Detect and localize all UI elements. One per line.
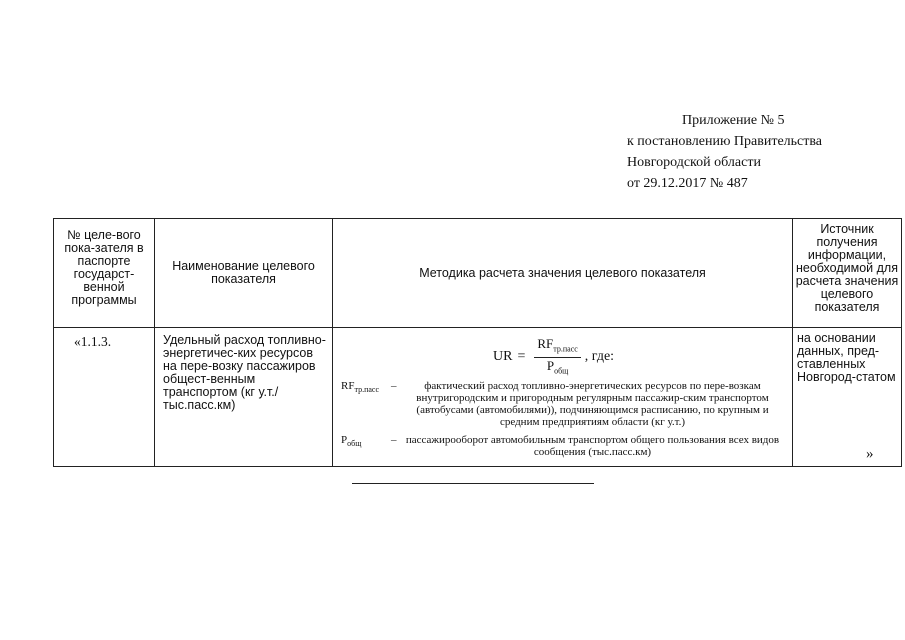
indicator-method (333, 328, 793, 467)
header-name: Наименование целевого показателя (155, 219, 333, 328)
definition-symbol: $RF_{тр.пасс}$ (341, 380, 379, 395)
appendix-header (627, 110, 887, 194)
formula-fraction (534, 336, 580, 378)
indicator-number: «1.1.3. (54, 328, 155, 467)
table-header-row (54, 219, 902, 328)
header-number: № целе-вого пока-зателя в паспорте государст-венной программы (54, 219, 155, 328)
formula-denominator: $P_{общ}$ (546, 357, 569, 376)
indicator-name: Удельный расход топливно-энергетичес-ких ресурсов на пере-возку пассажиров общест-венным транспортом (кг у.т./тыс.пасс.км) (155, 328, 333, 467)
definition-item: $RF_{тр.пасс}$ – фактический расход топливно-энергетических ресурсов по пере-возкам внутригородским и пригородным регулярным пассажир-ским транспортом (автобусами (автомобилями)), подчиняющимся расписанию, по крупным и средним предприятиям области (кг у.т.) (341, 380, 781, 428)
definition-symbol: $P_{общ}$ (341, 434, 362, 449)
definition-item: $P_{общ}$ – пассажирооборот автомобильным транспортом общего пользования всех видов сообщения (тыс.пасс.км) (341, 434, 780, 458)
formula-definitions (341, 380, 781, 464)
formula-suffix: , где: (584, 349, 615, 365)
formula (493, 336, 614, 378)
header-method: Методика расчета значения целевого показателя (333, 219, 793, 328)
appendix-region: Новгородской области (627, 155, 761, 170)
appendix-resolution: к постановлению Правительства (627, 134, 823, 149)
definition-text: пассажирооборот автомобильным транспортом общего пользования всех видов сообщения (тыс.пасс.км) (405, 434, 780, 458)
closing-quote: » (866, 446, 874, 462)
formula-lhs: UR (493, 349, 513, 365)
header-source: Источник получения информации, необходимой для расчета значения целевого показателя (793, 219, 902, 328)
appendix-date: от 29.12.2017 № 487 (627, 176, 748, 191)
formula-eq: = (517, 349, 526, 365)
definition-text: фактический расход топливно-энергетических ресурсов по пере-возкам внутригородским и пригородным регулярным пассажир-ским транспортом (автобусами (автомобилями)), подчиняющимся расписанию, по крупным и средним предприятиям области (кг у.т.) (416, 380, 769, 428)
appendix-number: Приложение № 5 (682, 113, 785, 128)
table-row (54, 328, 902, 467)
divider-line (352, 483, 594, 484)
formula-numerator: $RF_{тр.пасс}$ (534, 336, 580, 358)
indicator-source: на основании данных, пред-ставленных Новгород-статом (793, 328, 902, 467)
indicator-table (53, 218, 902, 467)
